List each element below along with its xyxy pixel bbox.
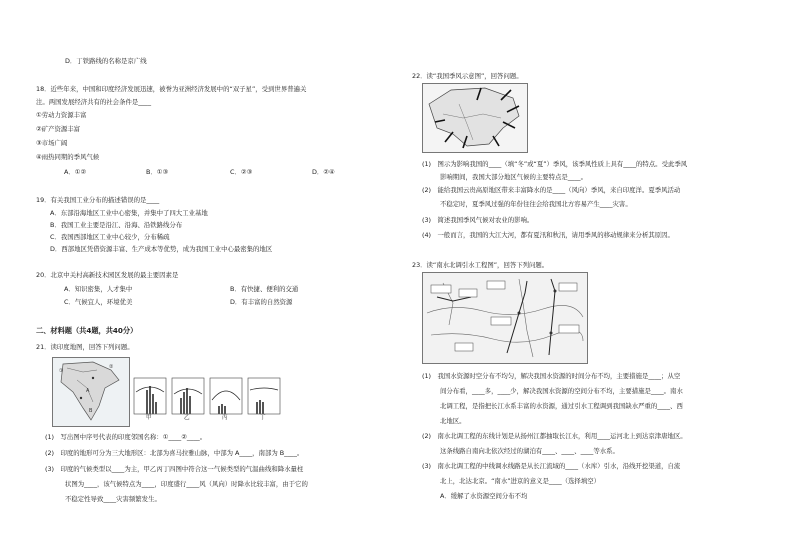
india-map-figure (52, 357, 130, 427)
water-transfer-map-figure (422, 272, 588, 364)
q21-sub3-line1: (3) 印度的气候类型以____为主，甲乙丙丁四图中符合这一气候类型的气温曲线和降水量柱 (45, 465, 304, 473)
q22-stem: 22．读“我国季风示意图”，回答问题。 (412, 72, 523, 80)
q18-option-c: C．②③ (230, 168, 253, 176)
q23-sub3-line1: (3) 南水北调工程的中线调水线路是从长江流域的____（水库）引水，沿线开挖渠道，自流 (422, 462, 681, 470)
svg-text:①: ① (59, 368, 64, 374)
q22-sub3: (3) 简述我国季风气候对农业的影响。 (422, 216, 534, 224)
q23-stem: 23．读“南水北调引水工程图”，回答下列问题。 (412, 261, 549, 269)
chart-label-bing: 丙 (222, 415, 228, 421)
q21-sub3-line2: 状图为____，该气候特点为____，印度盛行____风（风向）时降水比较丰富，由于它的 (65, 480, 308, 488)
q18-option-d: D．②④ (312, 168, 335, 176)
india-map-drawing (53, 358, 129, 426)
q23-option-a: A．缓解了水资源空间分布不均 (440, 492, 528, 500)
q18-option-a: A．①② (64, 168, 87, 176)
q23-sub2-line1: (2) 南水北调工程的东线计划是从扬州江都抽取长江水，利用____运河北上到达京津唐地区。 (422, 432, 687, 440)
q22-sub1-line2: 影响期间，我国大部分地区气候的主要特点是____。 (440, 173, 587, 181)
q18-stem-line1: 18．近些年来，中国和印度经济发展迅速，被誉为亚洲经济发展中的“双子星”，受到世界普遍关 (36, 85, 307, 93)
q23-sub1-line3: 北调工程，是指把长江水系丰富的水资源，通过引水工程调到我国缺水严重的____、西 (440, 402, 683, 410)
q20-stem: 20．北京中关村高新技术园区发展的最主要因素是 (36, 271, 179, 279)
q21-sub1: (1) 写出图中序号代表的印度邻国名称：①____②____。 (45, 433, 207, 441)
q21-sub3-line3: 不稳定性导致____灾害频繁发生。 (65, 495, 161, 503)
q19-option-a: A．东部沿海地区工业中心密集，并集中了四大工业基地 (50, 209, 208, 217)
q23-sub1-line4: 北地区。 (440, 417, 466, 425)
q20-option-b: B．有快捷、便利的交通 (230, 285, 299, 293)
monsoon-map-drawing (423, 84, 527, 152)
q22-sub1-line1: (1) 图示为影响我国的____（填“冬”或“夏”）季风，该季风性质上具有____的特点。受此季风 (422, 160, 688, 168)
q23-sub2-line2: 这条线路自南向北依次经过的湖泊有____、____、____等水系。 (440, 447, 619, 455)
q19-option-c: C．我国西部地区工业中心较少，分布稀疏 (50, 233, 170, 241)
q19-option-b: B．我国工业主要是沿江、沿海、沿铁路线分布 (50, 221, 183, 229)
q21-sub2: (2) 印度的地形可分为三大地形区：北部为喜马拉雅山脉，中部为 A____，南部为 B____。 (45, 449, 304, 457)
water-transfer-map-drawing (423, 273, 587, 363)
q19-stem: 19．有关我国工业分布的描述错误的是____ (36, 196, 160, 204)
q18-stem-line2: 注。两国发展经济共有的社会条件是____ (36, 98, 152, 106)
q23-sub3-line2: 北上，北达北京。“南水”进京的意义是____（选择填空） (440, 477, 600, 485)
chart-label-ding: 丁 (260, 415, 266, 421)
q22-sub2-line1: (2) 能给我国云贵高原地区带来丰富降水的是____（风向）季风，来自印度洋。夏季风活动 (422, 186, 681, 194)
monsoon-map-figure (422, 83, 528, 153)
climate-charts (132, 376, 292, 424)
chart-label-jia: 甲 (146, 415, 152, 421)
section-title: 二、材料题（共4题，共40分） (36, 326, 138, 335)
q19-option-d: D．西部地区凭借资源丰富、生产成本等优势，成为我国工业中心最密集的地区 (50, 245, 273, 253)
chart-label-yi: 乙 (184, 415, 190, 421)
q20-option-c: C．气候宜人，环境优美 (64, 298, 133, 306)
q18-item-4: ④雨热同期的季风气候 (36, 153, 100, 161)
q20-option-d: D．有丰富的自然资源 (230, 298, 293, 306)
q18-item-1: ①劳动力资源丰富 (36, 111, 87, 119)
svg-text:②: ② (109, 364, 114, 370)
svg-text:B: B (89, 408, 93, 414)
q23-sub1-line2: 间分布看，____多，____少，解决我国水资源的空间分布不均，主要措施是____。南水 (440, 387, 683, 395)
q21-stem: 21．读印度地图，回答下列问题。 (36, 343, 134, 351)
q17-option-d: D．丁铁路线的名称是京广线 (65, 57, 147, 65)
q20-option-a: A．知识密集，人才集中 (64, 285, 133, 293)
q22-sub2-line2: 不稳定时，夏季风过强的年份往往会给我国北方容易产生____灾害。 (440, 200, 632, 208)
climate-charts-drawing (132, 376, 292, 424)
q18-item-2: ②矿产资源丰富 (36, 125, 81, 133)
q23-sub1-line1: (1) 我国水资源时空分布不均匀，解决我国水资源的时间分布不均，主要措施是____；从空 (422, 372, 681, 380)
svg-text:A: A (86, 388, 90, 394)
q22-sub4: (4) 一般而言，我国的大江大河，都有夏汛和秋汛，请用季风的移动规律来分析其原因。 (422, 231, 674, 239)
q18-item-3: ③市场广阔 (36, 139, 68, 147)
q18-option-b: B．①③ (146, 168, 169, 176)
